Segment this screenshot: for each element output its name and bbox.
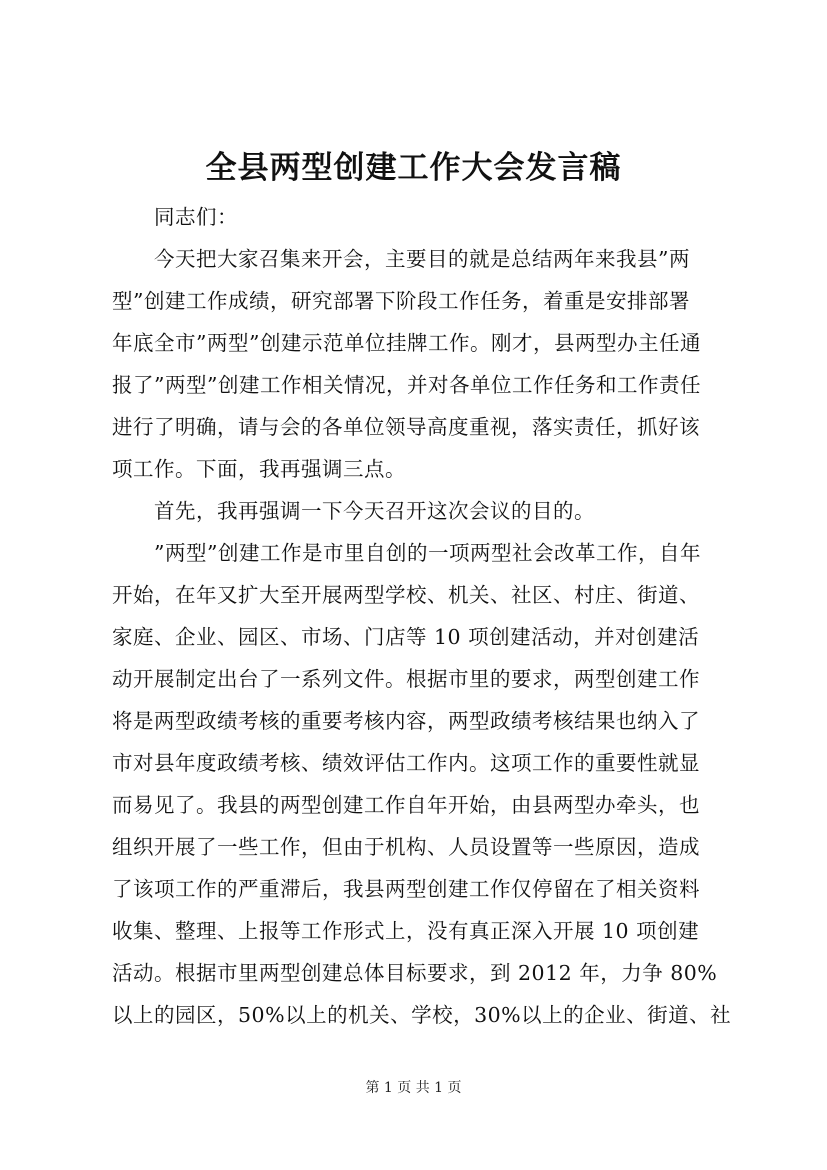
- paragraph-line: 将是两型政绩考核的重要考核内容，两型政绩考核结果也纳入了: [112, 709, 700, 733]
- paragraph-line: 首先，我再强调一下今天召开这次会议的目的。: [154, 499, 595, 523]
- paragraph-line: 报了”两型”创建工作相关情况，并对各单位工作任务和工作责任: [112, 373, 701, 397]
- paragraph-line: 活动。根据市里两型创建总体目标要求，到 2012 年，力争 80%: [112, 961, 718, 985]
- paragraph-line: 项工作。下面，我再强调三点。: [112, 457, 406, 481]
- paragraph-line: 组织开展了一些工作，但由于机构、人员设置等一些原因，造成: [112, 835, 700, 859]
- paragraph-line: 开始，在年又扩大至开展两型学校、机关、社区、村庄、街道、: [112, 583, 700, 607]
- document-title: 全县两型创建工作大会发言稿: [205, 150, 622, 186]
- paragraph-line: 年底全市”两型”创建示范单位挂牌工作。刚才，县两型办主任通: [112, 331, 701, 355]
- paragraph-line: 市对县年度政绩考核、绩效评估工作内。这项工作的重要性就显: [112, 751, 700, 775]
- paragraph-line: 型”创建工作成绩，研究部署下阶段工作任务，着重是安排部署: [112, 289, 690, 313]
- paragraph-line: 了该项工作的严重滞后，我县两型创建工作仅停留在了相关资料: [112, 877, 700, 901]
- paragraph-line: 同志们：: [154, 205, 238, 229]
- paragraph-line: ”两型”创建工作是市里自创的一项两型社会改革工作，自年: [154, 541, 701, 565]
- paragraph-line: 家庭、企业、园区、市场、门店等 10 项创建活动，并对创建活: [112, 625, 700, 649]
- page-number-footer: 第 1 页 共 1 页: [365, 1080, 462, 1096]
- paragraph-line: 收集、整理、上报等工作形式上，没有真正深入开展 10 项创建: [112, 919, 700, 943]
- paragraph-line: 以上的园区，50%以上的机关、学校，30%以上的企业、街道、社: [112, 1003, 732, 1027]
- paragraph-line: 进行了明确，请与会的各单位领导高度重视，落实责任，抓好该: [112, 415, 700, 439]
- paragraph-line: 今天把大家召集来开会，主要目的就是总结两年来我县”两: [154, 247, 690, 271]
- paragraph-line: 而易见了。我县的两型创建工作自年开始，由县两型办牵头，也: [112, 793, 700, 817]
- document-body: [112, 196, 742, 1036]
- paragraph-line: 动开展制定出台了一系列文件。根据市里的要求，两型创建工作: [112, 667, 700, 691]
